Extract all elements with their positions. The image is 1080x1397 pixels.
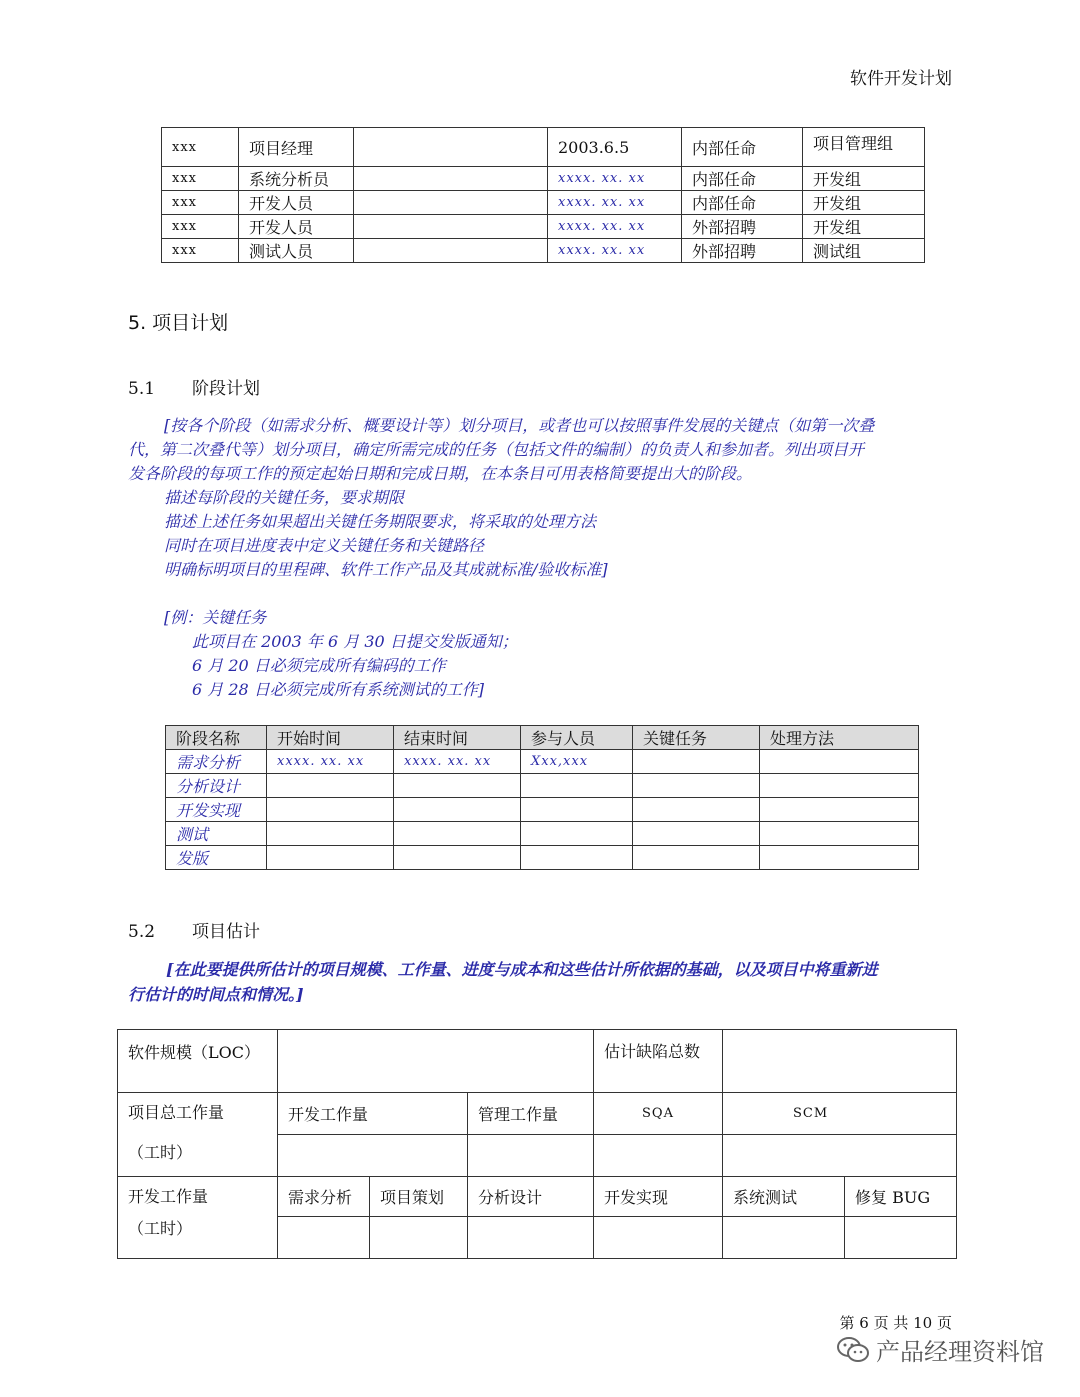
section-5-2-description: [128, 957, 958, 1007]
phase-column-label: 项目策划: [370, 1177, 468, 1217]
phase-end: [394, 774, 521, 798]
table-row: [166, 750, 919, 774]
phase-end: [394, 798, 521, 822]
phase-plan-table: [165, 725, 919, 870]
example-line: 6 月 28 日必须完成所有系统测试的工作]: [192, 680, 485, 699]
phase-handling: [760, 846, 919, 870]
dev-effort-label: 开发工作量: [278, 1093, 468, 1135]
phase-name: 发版: [166, 846, 267, 870]
page-number: 第 6 页 共 10 页: [839, 1314, 952, 1332]
staff-group: 测试组: [803, 239, 925, 263]
phase-hours-value: [594, 1217, 723, 1259]
staff-role: 开发人员: [239, 215, 354, 239]
table-row: [118, 1030, 957, 1093]
staff-source: 内部任命: [682, 191, 803, 215]
phase-hours-value: [845, 1217, 957, 1259]
phase-column-label: 需求分析: [278, 1177, 370, 1217]
sqa-value: [594, 1135, 723, 1177]
scm-label: SCM: [723, 1093, 957, 1135]
example-title: [例：关键任务: [164, 608, 267, 627]
phase-hours-value: [278, 1217, 370, 1259]
column-header: 阶段名称: [166, 726, 267, 750]
phase-start: [267, 798, 394, 822]
example-block: [164, 606, 864, 702]
paragraph-line: 明确标明项目的里程碑、软件工作产品及其成就标准/验收标准]: [164, 560, 608, 579]
phase-end: [394, 846, 521, 870]
phase-people: [521, 846, 633, 870]
staff-name: xxx: [162, 215, 239, 239]
column-header: 参与人员: [521, 726, 633, 750]
table-header-row: [166, 726, 919, 750]
phase-hours-value: [468, 1217, 594, 1259]
total-effort-label-line2: （工时）: [128, 1143, 193, 1162]
table-row: [118, 1093, 957, 1135]
staff-role: 项目经理: [239, 128, 354, 167]
staff-name: xxx: [162, 167, 239, 191]
dev-effort-hours-line1: 开发工作量: [128, 1187, 209, 1206]
phase-name: 开发实现: [166, 798, 267, 822]
table-row: [162, 239, 925, 263]
staff-source: 外部招聘: [682, 239, 803, 263]
phase-start: xxxx. xx. xx: [267, 750, 394, 774]
staff-date: xxxx. xx. xx: [548, 239, 682, 263]
section-5-1-heading: [128, 374, 260, 399]
section-5-1-number: 5.1: [128, 379, 156, 399]
sqa-label: SQA: [594, 1093, 723, 1135]
software-size-label: 软件规模（LOC）: [118, 1030, 278, 1093]
section-5-2-number: 5.2: [128, 922, 156, 942]
table-row: [166, 846, 919, 870]
staff-blank: [354, 215, 548, 239]
staff-date: xxxx. xx. xx: [548, 167, 682, 191]
example-line: 6 月 20 日必须完成所有编码的工作: [192, 656, 446, 675]
dev-effort-hours-line2: （工时）: [128, 1219, 193, 1238]
phase-key-task: [633, 822, 760, 846]
staff-group: 项目管理组: [803, 128, 925, 167]
paragraph-line: 发各阶段的每项工作的预定起始日期和完成日期，在本条目可用表格简要提出大的阶段。: [128, 464, 753, 483]
section-5-1-description: [128, 414, 958, 582]
staff-date: 2003.6.5: [548, 128, 682, 167]
paragraph-line: 行估计的时间点和情况。]: [128, 985, 304, 1004]
staff-blank: [354, 239, 548, 263]
staff-role: 系统分析员: [239, 167, 354, 191]
phase-name: 需求分析: [166, 750, 267, 774]
mgmt-effort-value: [468, 1135, 594, 1177]
estimation-table: [117, 1029, 957, 1259]
phase-key-task: [633, 750, 760, 774]
staff-blank: [354, 191, 548, 215]
phase-column-label: 分析设计: [468, 1177, 594, 1217]
phase-end: [394, 822, 521, 846]
phase-handling: [760, 774, 919, 798]
phase-start: [267, 774, 394, 798]
phase-people: Xxx,xxx: [521, 750, 633, 774]
dev-effort-value: [278, 1135, 468, 1177]
phase-key-task: [633, 774, 760, 798]
staff-name: xxx: [162, 128, 239, 167]
paragraph-line: [按各个阶段（如需求分析、概要设计等）划分项目，或者也可以按照事件发展的关键点（如第一次叠: [164, 416, 875, 435]
phase-column-label: 开发实现: [594, 1177, 723, 1217]
column-header: 结束时间: [394, 726, 521, 750]
phase-key-task: [633, 846, 760, 870]
phase-key-task: [633, 798, 760, 822]
total-effort-label: [118, 1093, 278, 1177]
column-header: 开始时间: [267, 726, 394, 750]
staff-source: 内部任命: [682, 167, 803, 191]
wechat-icon: [836, 1336, 870, 1364]
section-5-heading: 5. 项目计划: [128, 312, 229, 334]
section-5-2-heading: [128, 917, 260, 942]
table-row: [166, 774, 919, 798]
table-row: [118, 1177, 957, 1217]
phase-column-label: 修复 BUG: [845, 1177, 957, 1217]
paragraph-line: 描述上述任务如果超出关键任务期限要求，将采取的处理方法: [164, 512, 597, 531]
staff-blank: [354, 128, 548, 167]
staff-table: [161, 127, 925, 263]
phase-name: 分析设计: [166, 774, 267, 798]
staff-name: xxx: [162, 239, 239, 263]
watermark: [836, 1332, 1044, 1367]
staff-date: xxxx. xx. xx: [548, 215, 682, 239]
table-row: [162, 167, 925, 191]
staff-blank: [354, 167, 548, 191]
document-header-title: 软件开发计划: [850, 69, 952, 89]
column-header: 处理方法: [760, 726, 919, 750]
phase-people: [521, 822, 633, 846]
paragraph-line: 代，第二次叠代等）划分项目，确定所需完成的任务（包括文件的编制）的负责人和参加者。列出项目开: [128, 440, 865, 459]
staff-group: 开发组: [803, 167, 925, 191]
staff-name: xxx: [162, 191, 239, 215]
phase-handling: [760, 822, 919, 846]
staff-group: 开发组: [803, 215, 925, 239]
defect-count-value: [723, 1030, 957, 1093]
phase-start: [267, 822, 394, 846]
defect-count-label: 估计缺陷总数: [594, 1030, 723, 1093]
phase-people: [521, 798, 633, 822]
paragraph-line: 同时在项目进度表中定义关键任务和关键路径: [164, 536, 485, 555]
table-row: [162, 191, 925, 215]
phase-column-label: 系统测试: [723, 1177, 845, 1217]
phase-handling: [760, 798, 919, 822]
section-5-1-title: 阶段计划: [192, 379, 260, 399]
software-size-value: [278, 1030, 594, 1093]
phase-handling: [760, 750, 919, 774]
phase-end: xxxx. xx. xx: [394, 750, 521, 774]
total-effort-label-line1: 项目总工作量: [128, 1103, 225, 1122]
phase-people: [521, 774, 633, 798]
phase-start: [267, 846, 394, 870]
watermark-text: 产品经理资料馆: [876, 1338, 1044, 1366]
column-header: 关键任务: [633, 726, 760, 750]
staff-group: 开发组: [803, 191, 925, 215]
phase-name: 测试: [166, 822, 267, 846]
table-row: [166, 822, 919, 846]
phase-hours-value: [370, 1217, 468, 1259]
table-row: [166, 798, 919, 822]
staff-date: xxxx. xx. xx: [548, 191, 682, 215]
mgmt-effort-label: 管理工作量: [468, 1093, 594, 1135]
paragraph-line: [在此要提供所估计的项目规模、工作量、进度与成本和这些估计所依据的基础，以及项目中将重新进: [166, 960, 878, 979]
table-row: [162, 128, 925, 167]
phase-hours-value: [723, 1217, 845, 1259]
section-5-2-title: 项目估计: [192, 922, 260, 942]
dev-effort-hours-label: [118, 1177, 278, 1259]
staff-source: 外部招聘: [682, 215, 803, 239]
example-line: 此项目在 2003 年 6 月 30 日提交发版通知；: [192, 632, 518, 651]
staff-role: 开发人员: [239, 191, 354, 215]
staff-source: 内部任命: [682, 128, 803, 167]
table-row: [162, 215, 925, 239]
scm-value: [723, 1135, 957, 1177]
paragraph-line: 描述每阶段的关键任务，要求期限: [164, 488, 405, 507]
staff-role: 测试人员: [239, 239, 354, 263]
